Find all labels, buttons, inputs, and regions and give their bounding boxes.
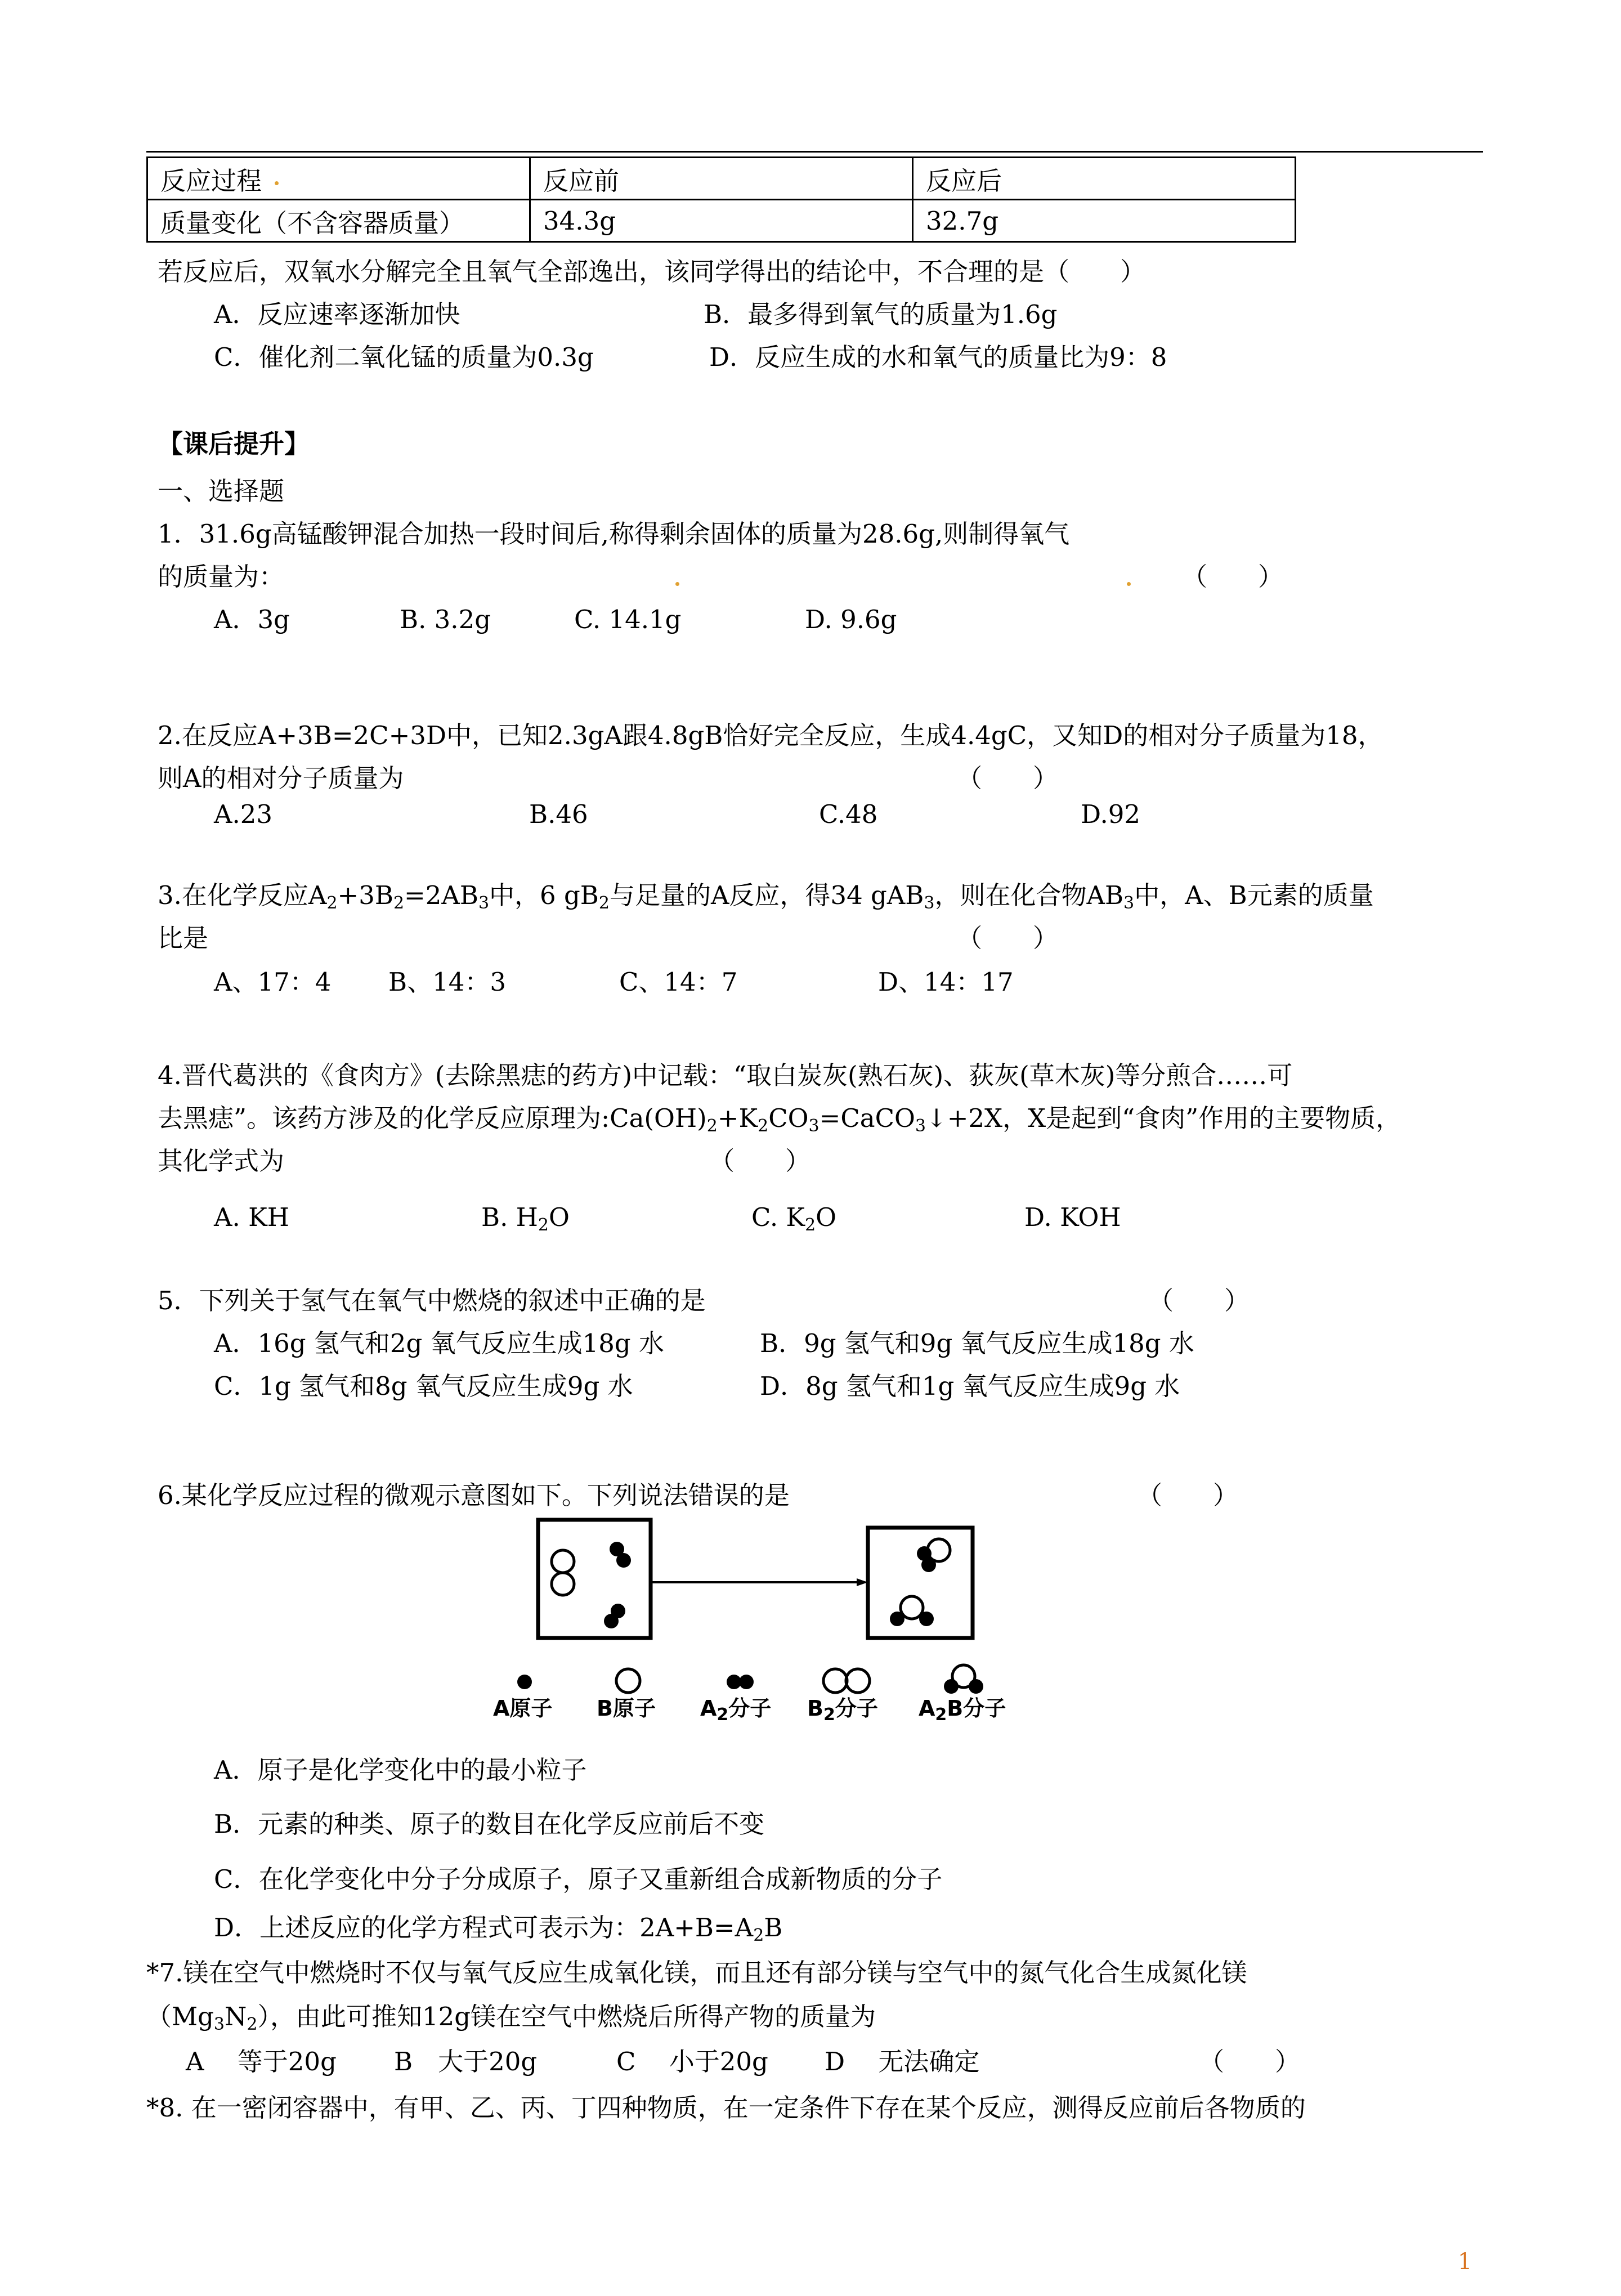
table-row	[147, 200, 1296, 242]
option-d: D．上述反应的化学方程式可表示为：$2A+B=A_2B$	[214, 1913, 783, 1945]
answer-paren: （ ）	[1148, 1286, 1250, 1315]
option-c: C. $K_2O$	[751, 1202, 837, 1235]
answer-paren: （ ）	[1199, 2047, 1301, 2076]
option-d: D.92	[1081, 799, 1141, 829]
option-c: C．1g 氢气和8g 氧气反应生成9g 水	[214, 1371, 633, 1401]
question-6-stem: 6.某化学反应过程的微观示意图如下。下列说法错误的是	[158, 1480, 790, 1510]
mass-change-table	[146, 156, 1296, 243]
a2b-molecule-icon	[944, 1679, 959, 1694]
option-d: D．反应生成的水和氧气的质量比为9：8	[709, 342, 1167, 372]
scan-mark	[1127, 582, 1131, 586]
option-b: B 大于20g	[394, 2047, 538, 2076]
option-a: A. KH	[214, 1202, 289, 1232]
a-atom-icon	[517, 1675, 532, 1689]
option-a: A、17：4	[214, 967, 332, 997]
option-c: C. 14.1g	[574, 605, 682, 634]
option-a: A．3g	[214, 605, 290, 634]
option-b: B.46	[529, 799, 588, 829]
section-title: 【课后提升】	[158, 429, 310, 459]
option-a: A．反应速率逐渐加快	[214, 299, 460, 329]
a2b-molecule-icon	[919, 1612, 934, 1626]
option-a: A．16g 氢气和2g 氧气反应生成18g 水	[214, 1328, 664, 1358]
a2-molecule-icon	[604, 1614, 619, 1628]
question-2-line2: 则A的相对分子质量为	[158, 763, 404, 793]
question-1-line2: 的质量为：	[158, 562, 285, 592]
option-d: D 无法确定	[825, 2047, 980, 2076]
option-a: A．原子是化学变化中的最小粒子	[214, 1755, 587, 1785]
option-c: C 小于20g	[616, 2047, 768, 2076]
legend-a-atom: A原子	[493, 1696, 553, 1721]
legend-a2-molecule: $A_2$分子	[700, 1696, 772, 1725]
question-3-line2: 比是	[158, 923, 209, 953]
a2-molecule-icon	[616, 1553, 631, 1568]
option-c: C、14：7	[619, 967, 738, 997]
question-7-line1: *7.镁在空气中燃烧时不仅与氧气反应生成氧化镁，而且还有部分镁与空气中的氮气化合生成氮化镁	[146, 1958, 1247, 1988]
scan-mark	[675, 582, 679, 586]
option-b: B. 3.2g	[400, 605, 491, 634]
answer-paren: （ ）	[1137, 1480, 1239, 1510]
question-1-line1: 1．31.6g高锰酸钾混合加热一段时间后,称得剩余固体的质量为28.6g,则制得氧气	[158, 519, 1070, 549]
a2b-molecule-icon	[890, 1612, 904, 1626]
question-4-line1: 4.晋代葛洪的《食肉方》(去除黑痣的药方)中记载：“取白炭灰(熟石灰)、荻灰(草木灰)等分煎合……可	[158, 1060, 1293, 1090]
b2-molecule-icon	[552, 1550, 574, 1573]
option-b: B. $H_2O$	[481, 1202, 570, 1235]
question-3-line1: 3.在化学反应$A_2+3B_2=2AB_3$中，6 $gB_2$与足量的A反应，得34 gAB$_3$，则在化合物$AB_3$中，A、B元素的质量	[158, 880, 1374, 913]
legend-a2b-molecule: $A_2B$分子	[919, 1696, 1006, 1725]
table-cell: 质量变化（不含容器质量）	[147, 200, 530, 242]
b-atom-icon	[616, 1669, 640, 1693]
a2b-molecule-icon	[969, 1679, 983, 1694]
table-cell: 反应前	[530, 158, 913, 200]
question-7-line2: $(Mg_3N_2)$，由此可推知12g镁在空气中燃烧后所得产物的质量为	[146, 2002, 876, 2034]
b2-molecule-icon	[846, 1669, 870, 1693]
table-cell: 34.3g	[530, 200, 913, 242]
table-cell: 反应过程	[147, 158, 530, 200]
question-4-line2: 去黑痣”。该药方涉及的化学反应原理为$:Ca(OH)_2+K_2CO_3=CaCO_3↓+2X$，X是起到“食肉”作用的主要物质，	[158, 1103, 1401, 1136]
option-a: A.23	[214, 799, 273, 829]
option-b: B．最多得到氧气的质量为1.6g	[704, 299, 1058, 329]
option-d: D．8g 氢气和1g 氧气反应生成9g 水	[760, 1371, 1180, 1401]
table-row	[147, 158, 1296, 200]
question-2-line1: 2.在反应A+3B=2C+3D中，已知2.3gA跟4.8gB恰好完全反应，生成4.4gC，又知D的相对分子质量为18，	[158, 720, 1383, 750]
option-c: C.48	[819, 799, 878, 829]
a2-molecule-icon	[739, 1675, 754, 1689]
question-8-line1: *8. 在一密闭容器中，有甲、乙、丙、丁四种物质，在一定条件下存在某个反应，测得反应前后各物质的	[146, 2093, 1306, 2123]
table-cell: 反应后	[913, 158, 1296, 200]
answer-paren: （ ）	[1182, 562, 1284, 592]
option-b: B、14：3	[388, 967, 506, 997]
reaction-diagram	[484, 1514, 1036, 1751]
b2-molecule-icon	[552, 1573, 574, 1595]
option-d: D. KOH	[1024, 1202, 1121, 1232]
option-c: C．催化剂二氧化锰的质量为0.3g	[214, 342, 594, 372]
option-b: B．元素的种类、原子的数目在化学反应前后不变	[214, 1809, 765, 1839]
legend-b-atom: B原子	[597, 1696, 656, 1721]
option-d: D. 9.6g	[805, 605, 897, 634]
answer-paren: （ ）	[957, 923, 1059, 953]
section-subtitle: 一、选择题	[158, 476, 285, 506]
question-4-line3: 其化学式为	[158, 1146, 285, 1176]
table-cell: 32.7g	[913, 200, 1296, 242]
answer-paren: （ ）	[957, 763, 1059, 793]
scan-mark	[275, 181, 279, 185]
answer-paren: （ ）	[709, 1146, 811, 1176]
question-5-stem: 5．下列关于氢气在氧气中燃烧的叙述中正确的是	[158, 1286, 706, 1315]
legend-b2-molecule: $B_2$分子	[807, 1696, 878, 1725]
option-b: B．9g 氢气和9g 氧气反应生成18g 水	[760, 1328, 1194, 1358]
option-a: A 等于20g	[186, 2047, 337, 2076]
reactant-box	[538, 1520, 651, 1638]
option-d: D、14：17	[878, 967, 1014, 997]
a2b-molecule-icon	[921, 1557, 936, 1572]
header-rule	[146, 151, 1483, 153]
page-number: 1	[1458, 2249, 1472, 2275]
b2-molecule-icon	[823, 1669, 847, 1693]
question-stem: 若反应后，双氧水分解完全且氧气全部逸出，该同学得出的结论中，不合理的是（ ）	[158, 257, 1146, 287]
option-c: C．在化学变化中分子分成原子，原子又重新组合成新物质的分子	[214, 1864, 943, 1894]
a2b-molecule-icon	[901, 1596, 923, 1619]
